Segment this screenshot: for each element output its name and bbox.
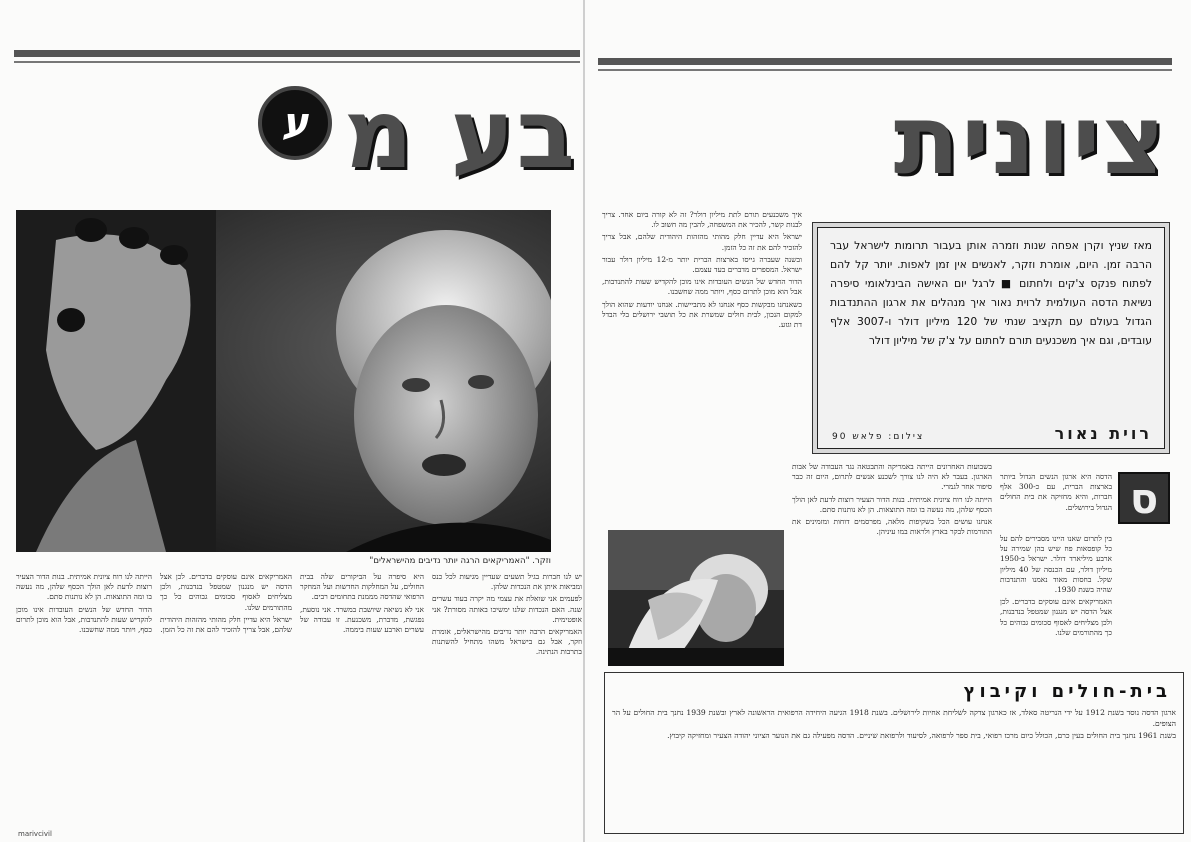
paragraph: ישראל היא עדיין חלק מהותי מהזהות היהודית שלהם, אבל צריך להזכיר להם את זה כל הזמן. <box>160 614 292 635</box>
text-column-right-3 <box>602 210 802 526</box>
text-column-left-4 <box>16 572 152 824</box>
photo-credit: צילום: פלאש 90 <box>832 432 925 442</box>
paragraph: בשנת 1961 נחנך בית החולים בעין כרם, הכולל כיום מרכז רפואי, בית ספר לרפואה, לסיעוד ולרפואת שיניים. הדסה מפעילה גם את הנוער הציוני יהודה הצעיר ומחזיקה קיבוץ. <box>667 731 1176 741</box>
thin-rule-right <box>598 69 1172 71</box>
lead-box <box>812 222 1170 454</box>
paragraph: בין לתרום שאנו היינו מסבירים להם על כל קופסאות פח שיש בהן שמירה על ארבע מיליארד דולר. ישראל ב-1950 מיליון דולר, עם הכנסה של 40 מיליון שקל. בחסות מאוד נאמנו והתנדבות שהיה בשנת 1930. <box>1000 534 1112 595</box>
paragraph: ישראל היא עדיין חלק מהותי מהזהות היהודית שלהם, אבל צריך להזכיר להם את זה כל הזמן. <box>602 232 802 252</box>
drop-cap: ס <box>1118 472 1170 524</box>
headline-right: ציונית <box>893 84 1167 196</box>
text-column-right-1-top <box>1000 472 1112 530</box>
text-column-right-1 <box>1000 534 1112 668</box>
sidebar-text <box>612 708 1176 830</box>
headline-left: בע מ <box>343 78 577 190</box>
paragraph: הייתה לנו רוח ציונית אמיתית. בנות הדור הצעיר רוצות לדעת לאן הולך הכסף שלהן, מה נעשה בו ומה התוצאות. הן לא נותנות סתם. <box>16 572 152 602</box>
text-column-left-3 <box>160 572 292 828</box>
sidebar-title: בית-חולים וקיבוץ <box>963 681 1171 702</box>
byline <box>832 424 1152 443</box>
secondary-photo <box>608 530 784 666</box>
paragraph: האמריקאים הרבה יותר נדיבים מהישראלים, אומרת וזקר, אבל גם בישראל משהו מתחיל להשתנות בתרבות הנתינה. <box>432 627 582 657</box>
top-rule-left <box>14 50 580 57</box>
paragraph: האמריקאים אינם עוסקים בדברים. לכן אצל הדסה יש מנגנון שמטפל בנדבנות, ולכן מצליחים לאסוף סכומים גבוהים כל כך מהתורמים שלנו. <box>1000 597 1112 637</box>
paragraph: הייתה לנו רוח ציונית אמיתית. בנות הדור הצעיר רוצות לדעת לאן הולך הכסף שלהן, מה נעשה בו ומה התוצאות. הן לא נותנות סתם. <box>792 494 992 514</box>
text-column-left-2 <box>300 572 424 828</box>
paragraph: בשבועות האחרונים הייתה באמריקה והתבטאה נגד העבודה של אבות הארגון. בעבר לא היה לנו צורך לשכנע אנשים לתרום, היום זה כבר סיפור אחר לגמרי. <box>792 462 992 492</box>
thin-rule-left <box>14 61 580 63</box>
text-column-left-1 <box>432 572 582 828</box>
paragraph: כשאנחנו מבקשות כסף אנחנו לא מתביישות. אנחנו יודעות שהוא הולך למקום הנכון, לבית חולים שמשרת את כל תושבי ירושלים בלי הבדל דת וגזע. <box>602 299 802 330</box>
lead-text: מאז שניץ וקרן אפחה שנות וזמרה אותן בעבור תרומות לישראל עבר הרבה זמן. היום, אומרת וזקר, לאנשים אין זמן לאפות. יותר קל להם לפתוח פנקס צ'קים ולחתום ■ לרגל יום האישה הבינלאומי סיפרה נשיאת הדסה העולמית לרוית נאור איך מנהלים את ארגון ההתנדבות הגדול בעולם עם תקציב שנתי של 120 מיליון דולר ו-3007 אלף עובדים, וגם איך משכנעים תורם לחתום על צ'ק של מיליון דולר <box>817 227 1165 449</box>
hug-illustration <box>608 530 784 666</box>
page-gutter <box>583 0 585 842</box>
paragraph: לפעמים אני שואלת את עצמי מה יקרה בעוד עשרים שנה. האם הנכדות שלנו ימשיכו באותה מסורת? אני אופטימית. <box>432 594 582 624</box>
paragraph: אנחנו עושים הכל בשקיפות מלאה, מפרסמים דוחות ומזמינים את התורמות לבקר בארץ ולראות במו עיניהן. <box>792 517 992 537</box>
main-photo <box>16 210 551 552</box>
top-rule-right <box>598 58 1172 65</box>
paragraph: יש לנו חברות בגיל תשעים שעדיין מגיעות לכל כנס ומביאות איתן את הנכדות שלהן. <box>432 572 582 592</box>
main-photo-caption: וזקר. "האמריקאים הרגה יותר נדיבים מהישראלים" <box>369 556 551 566</box>
paragraph: הדור החדש של הנשים העובדות אינו מוכן להקדיש שעות להתנדבות, אבל הוא מוכן לתרום כסף, ויותר ממה שחשבנו. <box>16 604 152 635</box>
paragraph: אני לא נשיאה שיושבת במשרד. אני נוסעת, נפגשת, מדברת, משכנעת. זו עבודה של עשרים וארבע שעות ביממה. <box>300 604 424 635</box>
paragraph: איך משכנעים תורם לתת מיליון דולר? זה לא קורה ביום אחד. צריך לבנות קשר, להכיר את המשפחה, להבין מה חשוב לו. <box>602 210 802 230</box>
paragraph: ארגון הדסה נוסד בשנת 1912 על ידי הנריטה סאלד, אז כארגון צדקה לשליחת אחיות לירושלים. בשנת 1918 הגיעה היחידה הרפואית הראשונה לארץ ובשנת 1939 נחנך בית החולים על הר הצופים. <box>612 708 1176 728</box>
footer-mark: marivcivil <box>18 830 52 838</box>
portrait-illustration <box>16 210 551 552</box>
paragraph: הדור החדש של הנשים העובדות אינו מוכן להקדיש שעות להתנדבות, אבל הוא מוכן לתרום כסף, ויותר ממה שחשבנו. <box>602 277 802 297</box>
paragraph: הדסה היא ארגון הנשים הגדול ביותר בארצות הברית, עם כ-300 אלף חברות, והיא מחזיקה את בית החולים הגדול בירושלים. <box>1000 472 1112 512</box>
paragraph: היא סיפרה על הביקורים שלה בבית החולים, על המחלקות החדשות ועל המחקר הרפואי שהדסה מממנת בתחומים רבים. <box>300 572 424 602</box>
paragraph: האמריקאים אינם עוסקים בדברים. לכן אצל הדסה יש מנגנון שמטפל בנדבנות, ולכן מצליחים לאסוף סכומים גבוהים כל כך מהתורמים שלנו. <box>160 572 292 612</box>
paragraph: ובשנה שעברה גייסו בארצות הברית יותר מ-12 מיליון דולר עבור ישראל. המספרים מדברים בעד עצמם. <box>602 254 802 275</box>
headline-badge: ע <box>258 86 332 160</box>
byline-author: רוית נאור <box>1054 424 1152 443</box>
text-column-right-2 <box>792 462 992 668</box>
